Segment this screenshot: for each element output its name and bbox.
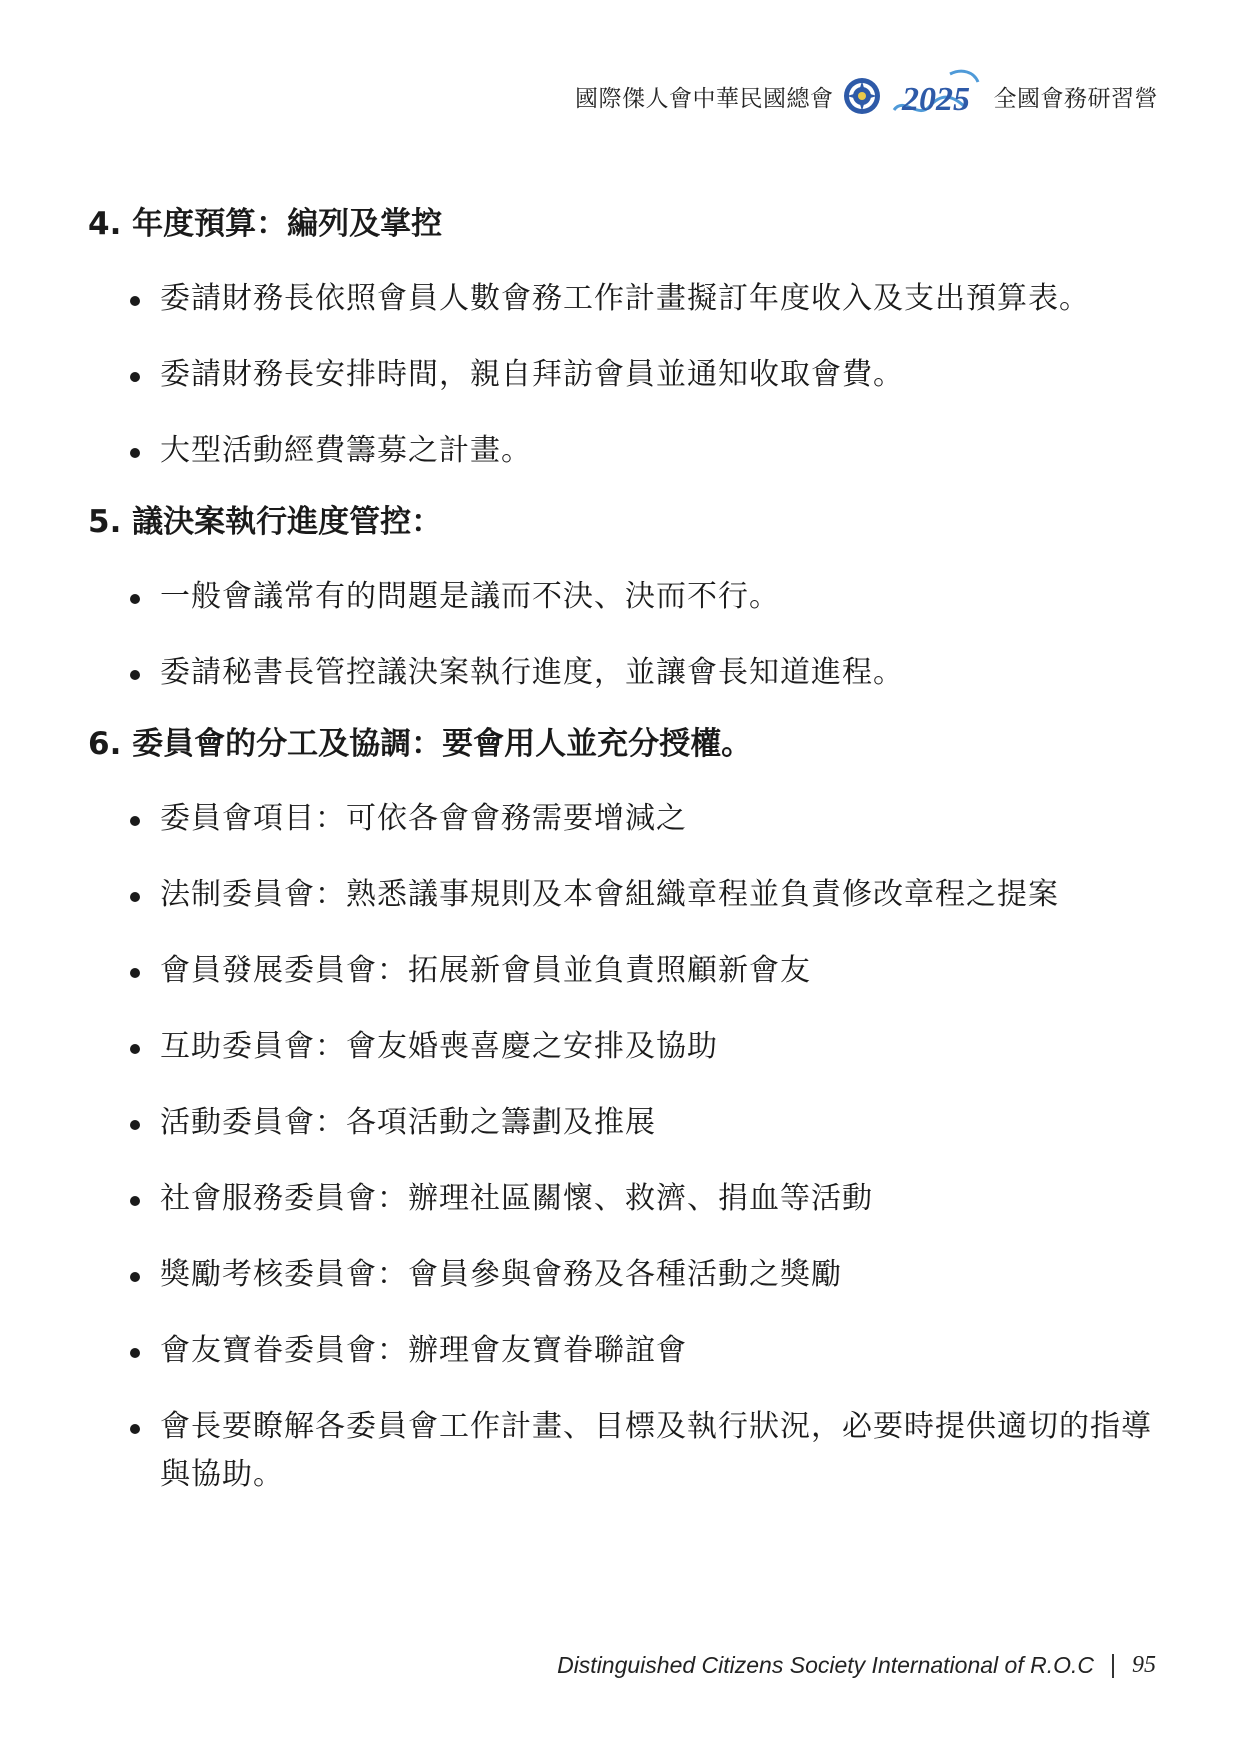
list-item: 獎勵考核委員會：會員參與會務及各種活動之獎勵 <box>88 1251 1163 1299</box>
list-item: 法制委員會：熟悉議事規則及本會組織章程並負責修改章程之提案 <box>88 871 1163 919</box>
footer-divider <box>1112 1654 1114 1678</box>
list-item: 會長要瞭解各委員會工作計畫、目標及執行狀況，必要時提供適切的指導與協助。 <box>88 1403 1163 1499</box>
list-item: 會友寶眷委員會：辦理會友寶眷聯誼會 <box>88 1327 1163 1375</box>
section-title: 5. 議決案執行進度管控： <box>88 504 443 540</box>
list-item: 會員發展委員會：拓展新會員並負責照顧新會友 <box>88 947 1163 995</box>
society-name: Distinguished Citizens Society International of R.O.C <box>557 1652 1094 1678</box>
section <box>88 503 1163 697</box>
dcsi-emblem-icon <box>842 76 882 116</box>
list-item: 委請秘書長管控議決案執行進度，並讓會長知道進程。 <box>88 649 1163 697</box>
bullet-list <box>88 275 1163 475</box>
page-footer <box>557 1652 1156 1679</box>
list-item: 委請財務長安排時間，親自拜訪會員並通知收取會費。 <box>88 351 1163 399</box>
event-name: 全國會務研習營 <box>993 85 1158 112</box>
list-item: 一般會議常有的問題是議而不決、決而不行。 <box>88 573 1163 621</box>
organization-name: 國際傑人會中華民國總會 <box>575 85 834 112</box>
list-item: 大型活動經費籌募之計畫。 <box>88 427 1163 475</box>
section-title: 6. 委員會的分工及協調：要會用人並充分授權。 <box>88 726 753 762</box>
year-logo-text: 2025 <box>901 81 970 118</box>
list-item: 活動委員會：各項活動之籌劃及推展 <box>88 1099 1163 1147</box>
bullet-list <box>88 573 1163 697</box>
list-item: 委請財務長依照會員人數會務工作計畫擬訂年度收入及支出預算表。 <box>88 275 1163 323</box>
page-number: 95 <box>1132 1652 1156 1678</box>
section <box>88 725 1163 1499</box>
main-content <box>88 205 1163 1527</box>
list-item: 委員會項目：可依各會會務需要增減之 <box>88 795 1163 843</box>
bullet-list <box>88 795 1163 1499</box>
list-item: 社會服務委員會：辦理社區關懷、救濟、捐血等活動 <box>88 1175 1163 1223</box>
section-title: 4. 年度預算：編列及掌控 <box>88 206 443 242</box>
list-item: 互助委員會：會友婚喪喜慶之安排及協助 <box>88 1023 1163 1071</box>
year-2025-logo <box>890 66 986 126</box>
page-header <box>575 66 1158 126</box>
section <box>88 205 1163 475</box>
